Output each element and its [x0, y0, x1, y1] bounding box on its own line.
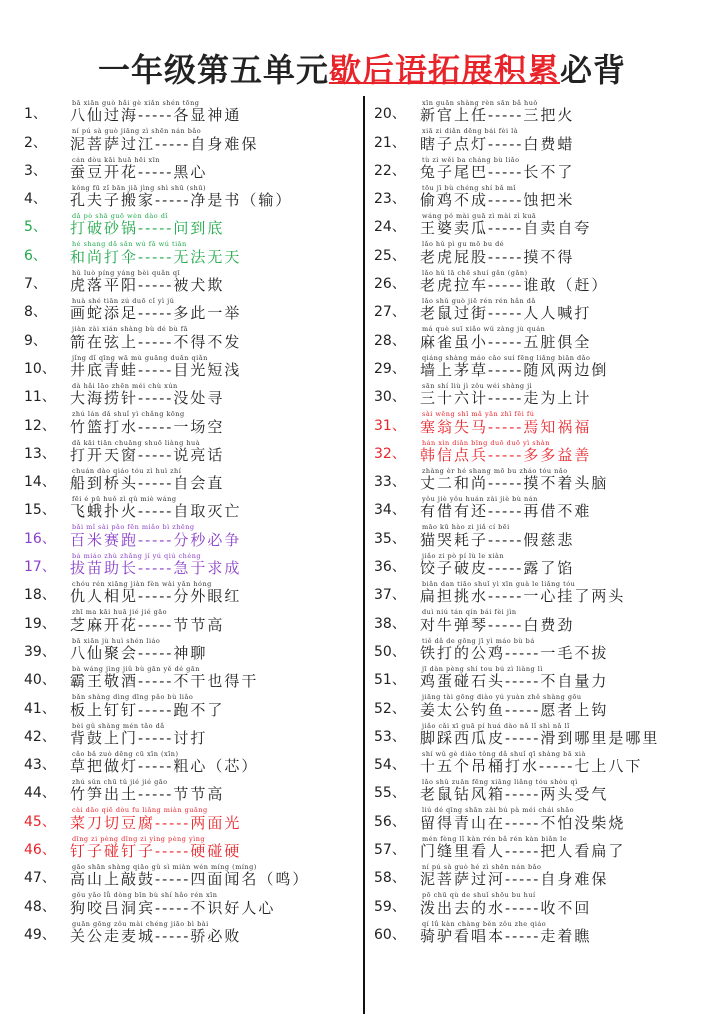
entry-number: 32、 [374, 445, 406, 462]
entry-pinyin: lǎo shǔ zuān fēng xiāng liǎng tóu shòu qì [422, 778, 578, 787]
entry-text: 孔夫子搬家-----净是书（输） [70, 191, 293, 210]
idiom-entry [24, 466, 360, 494]
entry-pinyin: bèi gǔ shàng mén tǎo dǎ [72, 721, 165, 730]
entry-number: 45、 [24, 813, 56, 830]
entry-text: 和尚打伞-----无法无天 [70, 247, 242, 266]
entry-pinyin: jiǎo zi pò pí lù le xiàn [422, 551, 505, 560]
entry-pinyin: zhàng èr hé shang mō bu zháo tóu nǎo [422, 466, 568, 475]
entry-text: 井底青蛙-----目光短浅 [70, 360, 242, 379]
entry-number: 8、 [24, 304, 47, 321]
entry-text: 竹笋出土-----节节高 [70, 785, 225, 804]
entry-text: 大海捞针-----没处寻 [70, 389, 225, 408]
entry-pinyin: bǎn shàng dìng dīng pǎo bù liǎo [72, 693, 194, 702]
title-part-1: 一年级第五单元 [97, 51, 329, 89]
entry-number: 46、 [24, 842, 56, 859]
idiom-entry [374, 551, 714, 579]
entry-pinyin: pō chū qù de shuǐ shōu bu huí [422, 891, 536, 900]
idiom-entry [24, 777, 360, 805]
entry-text: 偷鸡不成-----蚀把米 [420, 191, 575, 210]
entry-number: 31、 [374, 417, 406, 434]
entry-number: 52、 [374, 700, 406, 717]
entry-pinyin: jǐng dǐ qīng wā mù guāng duǎn qiǎn [72, 353, 208, 362]
idiom-entry [24, 551, 360, 579]
entry-pinyin: cán dòu kāi huā hēi xīn [72, 155, 160, 164]
idiom-entry [374, 664, 714, 692]
idiom-entry [374, 126, 714, 154]
entry-pinyin: lǎo hǔ lā chē shuí gǎn (gǎn) [422, 268, 528, 277]
entry-pinyin: tù zi wěi ba cháng bù liǎo [422, 155, 520, 164]
idiom-entry [24, 381, 360, 409]
entry-pinyin: lǎo shǔ guò jiē rén rén hǎn dǎ [422, 297, 536, 306]
entry-pinyin: kǒng fū zǐ bān jiā jìng shì shū (shū) [72, 183, 207, 192]
entry-number: 7、 [24, 276, 47, 293]
entry-text: 老虎拉车-----谁敢（赶） [420, 276, 609, 295]
entry-text: 脚踩西瓜皮-----滑到哪里是哪里 [420, 728, 660, 747]
idiom-entry [24, 664, 360, 692]
idiom-entry [374, 98, 714, 126]
entry-pinyin: qiáng shàng máo cǎo suí fēng liǎng biān dǎo [422, 353, 591, 362]
entry-text: 草把做灯-----粗心（芯） [70, 757, 259, 776]
idiom-entry [24, 636, 360, 664]
entry-number: 41、 [24, 700, 56, 717]
idiom-entry [24, 353, 360, 381]
idiom-entry [374, 522, 714, 550]
entry-number: 16、 [24, 530, 56, 547]
entry-pinyin: chuán dào qiáo tóu zì huì zhí [72, 466, 182, 475]
idiom-entry [24, 494, 360, 522]
entry-number: 38、 [374, 615, 406, 632]
entry-pinyin: hán xìn diǎn bīng duō duō yì shàn [422, 438, 550, 447]
page-title [0, 50, 724, 90]
entry-text: 王婆卖瓜-----自卖自夸 [420, 219, 592, 238]
entry-number: 24、 [374, 219, 406, 236]
entry-text: 拔苗助长-----急于求成 [70, 559, 242, 578]
entry-text: 高山上敲鼓-----四面闻名（鸣） [70, 870, 310, 889]
entry-pinyin: mén fèng lǐ kàn rén bǎ rén kàn biǎn le [422, 834, 568, 843]
idiom-entry [374, 862, 714, 890]
entry-text: 墙上茅草-----随风两边倒 [420, 360, 609, 379]
entry-pinyin: dà hǎi lāo zhēn méi chù xún [72, 381, 178, 390]
entry-text: 铁打的公鸡-----一毛不拔 [420, 643, 609, 662]
entry-pinyin: gāo shān shàng qiāo gǔ sì miàn wén míng (míng) [72, 863, 257, 872]
entry-pinyin: biǎn dan tiāo shuǐ yì xīn guà le liǎng tóu [422, 580, 576, 589]
entry-number: 22、 [374, 162, 406, 179]
idiom-entry [24, 834, 360, 862]
entry-number: 17、 [24, 559, 56, 576]
entry-number: 51、 [374, 672, 406, 689]
entry-number: 60、 [374, 926, 406, 943]
entry-text: 姜太公钓鱼-----愿者上钩 [420, 700, 609, 719]
entry-number: 47、 [24, 870, 56, 887]
idiom-entry [374, 438, 714, 466]
entry-pinyin: wáng pó mài guā zì mài zì kuā [422, 212, 537, 221]
entry-text: 韩信点兵-----多多益善 [420, 445, 592, 464]
entry-text: 背鼓上门-----讨打 [70, 728, 208, 747]
entry-number: 28、 [374, 332, 406, 349]
entry-pinyin: chóu rén xiāng jiàn fèn wài yǎn hóng [72, 580, 212, 589]
entry-text: 画蛇添足-----多此一举 [70, 304, 242, 323]
entry-number: 12、 [24, 417, 56, 434]
entry-number: 30、 [374, 389, 406, 406]
entry-number: 29、 [374, 360, 406, 377]
entry-pinyin: jī dàn pèng shí tou bú zì liàng lì [422, 664, 543, 673]
entry-number: 11、 [24, 389, 56, 406]
entry-number: 44、 [24, 785, 56, 802]
entry-text: 打开天窗-----说亮话 [70, 445, 225, 464]
entry-pinyin: bā xiān guò hǎi gè xiǎn shén tōng [72, 99, 200, 107]
entry-number: 1、 [24, 106, 47, 123]
entry-pinyin: tōu jī bù chéng shí bǎ mǐ [422, 183, 516, 192]
entry-number: 25、 [374, 247, 406, 264]
entry-number: 19、 [24, 615, 56, 632]
entry-number: 13、 [24, 445, 56, 462]
entry-text: 八仙聚会-----神聊 [70, 643, 208, 662]
entry-pinyin: lǎo hǔ pì gu mō bu dé [422, 240, 505, 249]
entry-number: 59、 [374, 898, 406, 915]
entry-pinyin: sān shí liù jì zǒu wéi shàng jì [422, 381, 533, 390]
idiom-entry [374, 211, 714, 239]
entry-pinyin: zhī ma kāi huā jié jié gāo [72, 608, 168, 617]
entry-pinyin: jiāng tài gōng diào yú yuàn zhě shàng gōu [422, 693, 582, 702]
entry-text: 有借有还-----再借不难 [420, 502, 592, 521]
idiom-entry [374, 777, 714, 805]
entry-number: 58、 [374, 870, 406, 887]
entry-pinyin: má què suī xiǎo wǔ zàng jù quán [422, 325, 546, 334]
entry-pinyin: zhú sǔn chū tǔ jié jié gāo [72, 778, 168, 787]
entry-text: 泥菩萨过江-----自身难保 [70, 134, 259, 153]
entry-text: 老虎屁股-----摸不得 [420, 247, 575, 266]
entry-text: 麻雀虽小-----五脏俱全 [420, 332, 592, 351]
entry-text: 泼出去的水-----收不回 [420, 898, 592, 917]
entry-pinyin: hǔ luò píng yáng bèi quǎn qī [72, 268, 181, 277]
entry-text: 留得青山在-----不怕没柴烧 [420, 813, 626, 832]
entry-text: 钉子碰钉子-----硬碰硬 [70, 842, 242, 861]
entry-pinyin: xīn guān shàng rèn sān bǎ huǒ [422, 99, 538, 107]
entry-text: 关公走麦城-----骄必败 [70, 926, 242, 945]
entry-number: 18、 [24, 587, 56, 604]
entry-text: 猫哭耗子-----假慈悲 [420, 530, 575, 549]
entry-pinyin: dīng zi pèng dīng zi yìng pèng yìng [72, 834, 206, 843]
entry-pinyin: zhú lán dǎ shuǐ yì chǎng kōng [72, 410, 185, 419]
idiom-entry [374, 183, 714, 211]
idiom-entry [24, 692, 360, 720]
entry-pinyin: dǎ pò shā guō wèn dào dǐ [72, 212, 168, 221]
entry-text: 瞎子点灯-----白费蜡 [420, 134, 575, 153]
entry-pinyin: jiàn zài xián shàng bù dé bù fā [72, 325, 189, 334]
entry-text: 芝麻开花-----节节高 [70, 615, 225, 634]
entry-number: 36、 [374, 559, 406, 576]
entry-text: 对牛弹琴-----白费劲 [420, 615, 575, 634]
title-highlight: 歇后语拓展积累 [328, 51, 560, 89]
entry-number: 5、 [24, 219, 47, 236]
idiom-entry [374, 494, 714, 522]
entry-pinyin: jiǎo cǎi xī guā pí huá dào nǎ lǐ shì nǎ lǐ [422, 721, 570, 730]
entry-pinyin: shí wǔ gè diào tǒng dǎ shuǐ qī shàng bā xià [422, 749, 586, 758]
idiom-entry [374, 239, 714, 267]
entry-pinyin: ní pú sà guò jiāng zì shēn nán bǎo [72, 127, 202, 136]
entry-text: 箭在弦上-----不得不发 [70, 332, 242, 351]
entry-pinyin: sài wēng shī mǎ yān zhī fēi fú [422, 410, 535, 419]
entry-pinyin: guān gōng zǒu mài chéng jiāo bì bài [72, 919, 209, 928]
entry-pinyin: dǎ kāi tiān chuāng shuō liàng huà [72, 438, 201, 447]
entry-text: 飞蛾扑火-----自取灭亡 [70, 502, 242, 521]
entry-number: 20、 [374, 106, 406, 123]
entry-text: 竹篮打水-----一场空 [70, 417, 225, 436]
idiom-entry [374, 749, 714, 777]
idiom-entry [24, 296, 360, 324]
entry-text: 老鼠钻风箱-----两头受气 [420, 785, 609, 804]
idiom-entry [374, 324, 714, 352]
idiom-entry [374, 834, 714, 862]
entry-number: 56、 [374, 813, 406, 830]
entry-number: 26、 [374, 276, 406, 293]
entry-pinyin: cài dāo qiē dòu fu liǎng miàn guāng [72, 806, 208, 815]
entry-pinyin: duì niú tán qín bái fèi jìn [422, 608, 517, 617]
entry-text: 泥菩萨过河-----自身难保 [420, 870, 609, 889]
entry-pinyin: bá miáo zhù zhǎng jí yú qiú chéng [72, 551, 202, 560]
idiom-entry [24, 579, 360, 607]
entry-text: 十五个吊桶打水-----七上八下 [420, 757, 643, 776]
idiom-entry [24, 721, 360, 749]
idiom-entry [374, 579, 714, 607]
idiom-entry [374, 805, 714, 833]
entry-text: 新官上任-----三把火 [420, 106, 575, 125]
entry-text: 霸王敬酒-----不干也得干 [70, 672, 259, 691]
idiom-entry [24, 126, 360, 154]
idiom-entry [24, 409, 360, 437]
entry-text: 丈二和尚-----摸不着头脑 [420, 474, 609, 493]
idiom-entry [374, 268, 714, 296]
entry-text: 仇人相见-----分外眼红 [70, 587, 242, 606]
entry-text: 饺子破皮-----露了馅 [420, 559, 575, 578]
column-divider [363, 96, 365, 1014]
idiom-entry [374, 721, 714, 749]
entry-number: 53、 [374, 728, 406, 745]
idiom-entry [24, 155, 360, 183]
idiom-entry [374, 466, 714, 494]
entry-number: 54、 [374, 757, 406, 774]
entry-text: 虎落平阳-----被犬欺 [70, 276, 225, 295]
entry-number: 3、 [24, 162, 47, 179]
entry-pinyin: bǎi mǐ sài pǎo fēn miǎo bì zhēng [72, 523, 195, 532]
idiom-entry [24, 239, 360, 267]
entry-pinyin: tiě dǎ de gōng jī yì máo bù bá [422, 636, 535, 645]
entry-number: 57、 [374, 842, 406, 859]
entry-text: 船到桥头-----自会直 [70, 474, 225, 493]
entry-pinyin: fēi é pū huǒ zì qǔ miè wáng [72, 495, 177, 504]
entry-text: 板上钉钉-----跑不了 [70, 700, 225, 719]
entry-text: 百米赛跑-----分秒必争 [70, 530, 242, 549]
idiom-entry [24, 805, 360, 833]
idiom-entry [374, 890, 714, 918]
entry-pinyin: xiā zi diǎn dēng bái fèi là [422, 127, 519, 136]
entry-number: 23、 [374, 191, 406, 208]
entry-number: 10、 [24, 360, 56, 377]
entry-number: 34、 [374, 502, 406, 519]
idiom-entry [24, 749, 360, 777]
idiom-entry [374, 155, 714, 183]
entry-number: 27、 [374, 304, 406, 321]
idiom-entry [374, 692, 714, 720]
idiom-entry [374, 636, 714, 664]
entry-pinyin: hé shang dǎ sǎn wú fǎ wú tiān [72, 240, 187, 249]
entry-pinyin: bā xiān jù huì shén liáo [72, 636, 161, 645]
entry-number: 15、 [24, 502, 56, 519]
entry-number: 39、 [24, 643, 56, 660]
entry-text: 三十六计-----走为上计 [420, 389, 592, 408]
entry-number: 55、 [374, 785, 406, 802]
entry-number: 21、 [374, 134, 406, 151]
idiom-entry [24, 183, 360, 211]
entry-number: 48、 [24, 898, 56, 915]
entry-number: 4、 [24, 191, 47, 208]
entry-text: 骑驴看唱本-----走着瞧 [420, 926, 592, 945]
right-column [374, 98, 714, 947]
entry-number: 42、 [24, 728, 56, 745]
entry-number: 43、 [24, 757, 56, 774]
entry-pinyin: bà wáng jìng jiǔ bù gān yě dé gān [72, 664, 200, 673]
idiom-entry [24, 324, 360, 352]
idiom-entry [24, 607, 360, 635]
idiom-entry [374, 296, 714, 324]
entry-number: 40、 [24, 672, 56, 689]
entry-pinyin: liú dé qīng shān zài bú pà méi chái shāo [422, 806, 575, 815]
left-column [24, 98, 360, 947]
entry-text: 鸡蛋碰石头-----不自量力 [420, 672, 609, 691]
entry-pinyin: māo kū hào zi jiǎ cí bēi [422, 523, 510, 532]
idiom-entry [24, 98, 360, 126]
entry-number: 6、 [24, 247, 47, 264]
idiom-entry [24, 522, 360, 550]
idiom-entry [24, 268, 360, 296]
idiom-entry [24, 211, 360, 239]
idiom-entry [374, 409, 714, 437]
entry-pinyin: yǒu jiè yǒu huán zài jiè bù nán [422, 495, 538, 504]
entry-pinyin: ní pú sà guò hé zì shēn nán bǎo [422, 863, 542, 872]
idiom-entry [24, 862, 360, 890]
idiom-entry [24, 919, 360, 947]
entry-number: 50、 [374, 643, 406, 660]
entry-number: 49、 [24, 926, 56, 943]
idiom-entry [374, 381, 714, 409]
entry-pinyin: gǒu yǎo lǚ dòng bīn bù shí hǎo rén xīn [72, 891, 218, 900]
entry-number: 35、 [374, 530, 406, 547]
entry-text: 塞翁失马-----焉知祸福 [420, 417, 592, 436]
idiom-entry [24, 438, 360, 466]
entry-pinyin: qí lǘ kàn chàng běn zǒu zhe qiáo [422, 919, 547, 928]
title-part-3: 必背 [560, 51, 627, 89]
entry-number: 2、 [24, 134, 47, 151]
entry-text: 打破砂锅-----问到底 [70, 219, 225, 238]
entry-text: 菜刀切豆腐-----两面光 [70, 813, 242, 832]
idiom-entry [374, 353, 714, 381]
entry-text: 门缝里看人-----把人看扁了 [420, 842, 626, 861]
entry-text: 老鼠过街-----人人喊打 [420, 304, 592, 323]
entry-text: 蚕豆开花-----黑心 [70, 162, 208, 181]
entry-number: 9、 [24, 332, 47, 349]
entry-text: 狗咬吕洞宾-----不识好人心 [70, 898, 276, 917]
entry-number: 37、 [374, 587, 406, 604]
entry-text: 八仙过海-----各显神通 [70, 106, 242, 125]
idiom-entry [374, 919, 714, 947]
idiom-entry [24, 890, 360, 918]
entry-pinyin: cǎo bǎ zuò dēng cū xīn (xīn) [72, 749, 179, 758]
entry-text: 扁担挑水-----一心挂了两头 [420, 587, 626, 606]
entry-pinyin: huà shé tiān zú duō cǐ yì jǔ [72, 297, 175, 306]
entry-text: 兔子尾巴-----长不了 [420, 162, 575, 181]
idiom-entry [374, 607, 714, 635]
entry-number: 14、 [24, 474, 56, 491]
entry-number: 33、 [374, 474, 406, 491]
